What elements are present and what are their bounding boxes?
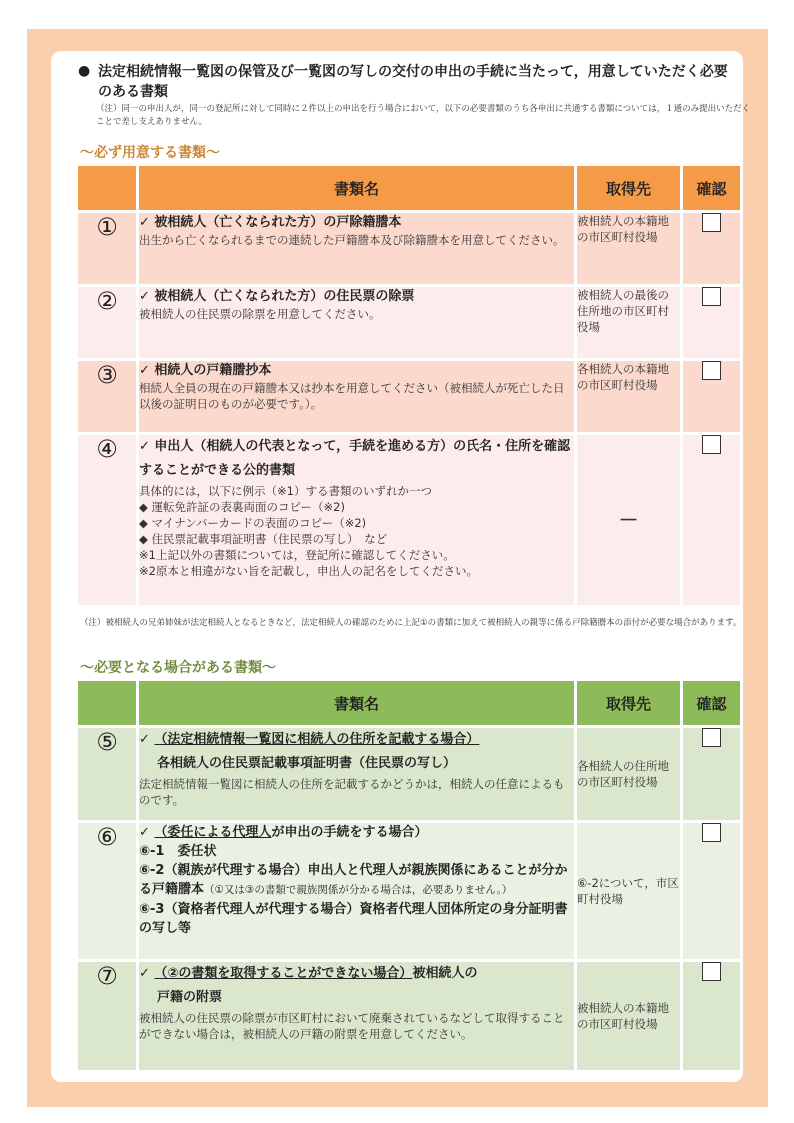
doc-line: ◆ マイナンバーカードの表面のコピー（※2)	[139, 516, 367, 530]
doc-line: ⑥-3（資格者代理人が代理する場合）資格者代理人団体所定の身分証明書の写し等	[139, 902, 568, 936]
row-number: ④	[78, 435, 139, 605]
header-name: 書類名	[139, 681, 577, 725]
confirm-checkbox[interactable]	[702, 823, 721, 842]
doc-source: 各相続人の本籍地の市区町村役場	[577, 361, 683, 432]
row-number: ③	[78, 361, 139, 432]
condition-text: （法定相続情報一覧図に相続人の住所を記載する場合）	[154, 732, 480, 747]
doc-desc: 相続人全員の現在の戸籍謄本又は抄本を用意してください（被相続人が死亡した日以後の証明日のものが必要です。）。	[139, 381, 565, 411]
intro-text: 法定相続情報一覧図の保管及び一覧図の写しの交付の申出の手続に当たって，用意していただく必要のある書類	[98, 64, 728, 100]
confirm-checkbox[interactable]	[702, 728, 721, 747]
doc-source: ⑥-2について，市区町村役場	[577, 823, 683, 959]
table-row	[78, 361, 740, 432]
doc-title: 各相続人の住民票記載事項証明書（住民票の写し）	[157, 756, 457, 771]
required-note: （注）被相続人の兄弟姉妹が法定相続人となるときなど，法定相続人の確認のために上記①の書類に加えて被相続人の親等に係る戸除籍謄本の添付が必要な場合があります。	[80, 618, 742, 628]
doc-desc: 出生から亡くなられるまでの連続した戸籍謄本及び除籍謄本を用意してください。	[139, 233, 565, 247]
optional-section-title: ～必要となる場合がある書類～	[80, 660, 276, 676]
row-number: ①	[78, 213, 139, 284]
doc-source: －	[577, 435, 683, 605]
header-check: 確認	[683, 681, 740, 725]
condition-text: （委任による代理人	[154, 825, 272, 840]
doc-line: ⑥-1 委任状	[139, 844, 217, 859]
doc-source: 被相続人の最後の住所地の市区町村役場	[577, 287, 683, 358]
bullet-icon: ●	[78, 63, 91, 79]
table-header	[78, 681, 740, 725]
doc-title: ✓ 申出人（相続人の代表となって，手続を進める方）の氏名・住所を確認することができる公的書類	[139, 439, 571, 478]
doc-title: ✓ 被相続人（亡くなられた方）の戸除籍謄本	[139, 215, 402, 230]
required-section-title: ～必ず用意する書類～	[80, 145, 220, 161]
doc-desc: 被相続人の住民票の除票が市区町村において廃棄されているなどして取得することができない場合は，被相続人の戸籍の附票を用意してください。	[139, 1011, 565, 1041]
table-row: ⑤ ✓ （法定相続情報一覧図に相続人の住所を記載する場合） 各相続人の住民票記載事項証明書（住民票の写し） 法定相続情報一覧図に相続人の住所を記載するかどうかは，相続人の任意によるものです。 各相続人の住所地の市区町村役場	[78, 728, 740, 820]
confirm-checkbox[interactable]	[702, 962, 721, 981]
confirm-checkbox[interactable]	[702, 213, 721, 232]
doc-title: 戸籍の附票	[157, 990, 223, 1005]
condition-text: （②の書類を取得することができない場合）	[154, 966, 413, 981]
required-docs-table	[78, 163, 740, 608]
doc-line: ◆ 運転免許証の表裏両面のコピー（※2)	[139, 500, 345, 514]
table-row	[78, 287, 740, 358]
doc-line-note: （①又は③の書類で親族関係が分かる場合は，必要ありません。）	[204, 884, 513, 896]
intro-heading	[80, 62, 740, 102]
row-number: ⑦	[78, 962, 139, 1070]
doc-line: ※2原本と相違がない旨を記載し，申出人の記名をしてください。	[139, 564, 478, 578]
row-number: ②	[78, 287, 139, 358]
table-row: ⑦ ✓ （②の書類を取得することができない場合）被相続人の 戸籍の附票 被相続人の住民票の除票が市区町村において廃棄されているなどして取得することができない場合は，被相続人の戸籍の附票を用意してください。 被相続人の本籍地の市区町村役場	[78, 962, 740, 1070]
doc-title: ✓ 相続人の戸籍謄抄本	[139, 363, 272, 378]
row-number: ⑥	[78, 823, 139, 959]
doc-source: 各相続人の住所地の市区町村役場	[577, 728, 683, 820]
row-number: ⑤	[78, 728, 139, 820]
header-source: 取得先	[577, 166, 683, 210]
doc-title: ✓ 被相続人（亡くなられた方）の住民票の除票	[139, 289, 415, 304]
doc-line: ※1上記以外の書類については，登記所に確認してください。	[139, 548, 455, 562]
doc-desc: 被相続人の住民票の除票を用意してください。	[139, 307, 381, 321]
header-check: 確認	[683, 166, 740, 210]
doc-source: 被相続人の本籍地の市区町村役場	[577, 213, 683, 284]
confirm-checkbox[interactable]	[702, 361, 721, 380]
table-row	[78, 213, 740, 284]
confirm-checkbox[interactable]	[702, 287, 721, 306]
doc-line: ◆ 住民票記載事項証明書（住民票の写し） など	[139, 532, 388, 546]
doc-source: 被相続人の本籍地の市区町村役場	[577, 962, 683, 1070]
doc-line: ⑥-2（親族が代理する場合）申出人と代理人が親族関係にあることが分かる戸籍謄本	[139, 863, 568, 897]
intro-note: （注）同一の申出人が，同一の登記所に対して同時に２件以上の申出を行う場合において，以下の必要書類のうち各申出に共通する書類については，１通のみ提出いただくことで差し支えありません。	[96, 104, 751, 127]
table-row	[78, 435, 740, 605]
table-row: ⑥ ✓ （委任による代理人が申出の手続をする場合） ⑥-1 委任状 ⑥-2（親族が代理する場合）申出人と代理人が親族関係にあることが分かる戸籍謄本（①又は③の書類で親族関係が分かる場合は，必要ありません。） ⑥-3（資格者代理人が代理する場合）資格者代理人団体所定の身分証明書の写し等 ⑥-2について，市区町村役場	[78, 823, 740, 959]
doc-desc: 法定相続情報一覧図に相続人の住所を記載するかどうかは，相続人の任意によるものです。	[139, 777, 565, 807]
header-source: 取得先	[577, 681, 683, 725]
header-name: 書類名	[139, 166, 577, 210]
table-header	[78, 166, 740, 210]
optional-docs-table	[78, 678, 740, 1073]
confirm-checkbox[interactable]	[702, 435, 721, 454]
doc-line: 具体的には，以下に例示（※1）する書類のいずれか一つ	[139, 484, 432, 498]
